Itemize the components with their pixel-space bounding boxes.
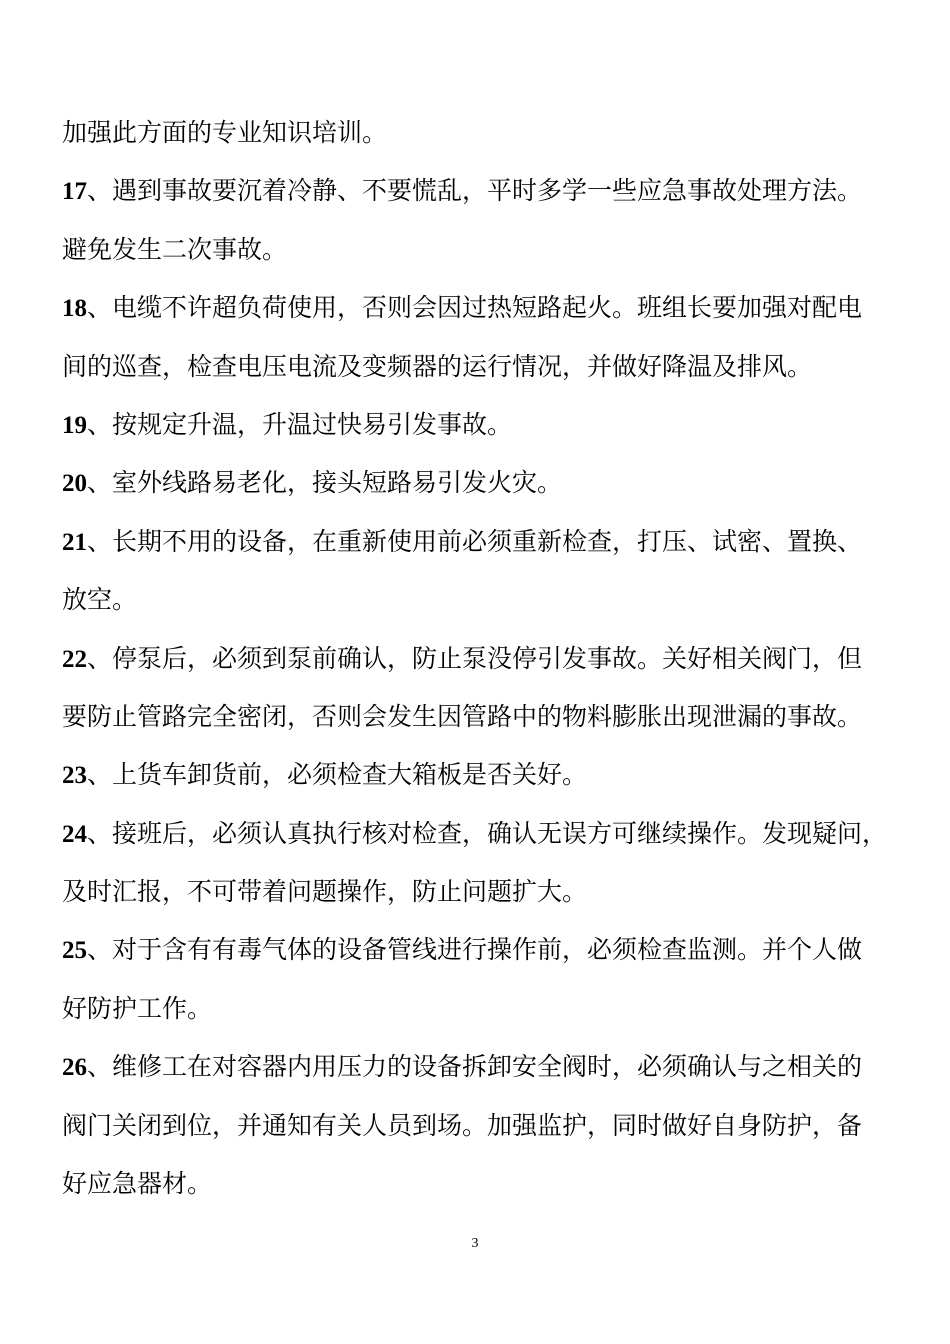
line-text: 间的巡查，检查电压电流及变频器的运行情况，并做好降温及排风。 — [62, 351, 813, 381]
text-line — [62, 688, 888, 746]
item-number: 24 — [62, 820, 87, 848]
page-number: 3 — [471, 1236, 479, 1251]
line-text: 、室外线路易老化，接头短路易引发火灾。 — [87, 468, 563, 498]
text-line — [62, 1155, 888, 1213]
text-line — [62, 921, 888, 979]
line-text: 放空。 — [62, 585, 138, 615]
text-line — [62, 279, 888, 337]
text-line — [62, 454, 888, 512]
line-text: 、按规定升温，升温过快易引发事故。 — [87, 409, 513, 439]
line-text: 要防止管路完全密闭，否则会发生因管路中的物料膨胀出现泄漏的事故。 — [62, 701, 863, 731]
document-body — [62, 104, 888, 1213]
item-number: 20 — [62, 470, 87, 498]
line-text: 、维修工在对容器内用压力的设备拆卸安全阀时，必须确认与之相关的 — [87, 1052, 863, 1082]
item-number: 22 — [62, 645, 87, 673]
text-line — [62, 980, 888, 1038]
line-text: 好应急器材。 — [62, 1169, 213, 1199]
text-line — [62, 571, 888, 629]
item-number: 18 — [62, 295, 87, 323]
text-line — [62, 162, 888, 220]
line-text: 、接班后，必须认真执行核对检查，确认无误方可继续操作。发现疑问， — [87, 818, 888, 848]
item-number: 19 — [62, 411, 87, 439]
line-text: 避免发生二次事故。 — [62, 234, 288, 264]
text-line — [62, 746, 888, 804]
item-number: 25 — [62, 937, 87, 965]
line-text: 、遇到事故要沉着冷静、不要慌乱，平时多学一些应急事故处理方法。 — [87, 176, 863, 206]
line-text: 阀门关闭到位，并通知有关人员到场。加强监护，同时做好自身防护，备 — [62, 1110, 863, 1140]
line-text: 加强此方面的专业知识培训。 — [62, 118, 388, 147]
text-line — [62, 1097, 888, 1155]
line-text: 、停泵后，必须到泵前确认，防止泵没停引发事故。关好相关阀门，但 — [87, 643, 863, 673]
text-line — [62, 863, 888, 921]
text-line — [62, 104, 888, 162]
line-text: 好防护工作。 — [62, 993, 213, 1023]
text-line — [62, 396, 888, 454]
item-number: 17 — [62, 178, 87, 206]
line-text: 、上货车卸货前，必须检查大箱板是否关好。 — [87, 760, 588, 790]
line-text: 、对于含有有毒气体的设备管线进行操作前，必须检查监测。并个人做 — [87, 935, 863, 965]
text-line — [62, 513, 888, 571]
line-text: 及时汇报，不可带着问题操作，防止问题扩大。 — [62, 877, 588, 907]
text-line — [62, 630, 888, 688]
line-text: 、长期不用的设备，在重新使用前必须重新检查，打压、试密、置换、 — [87, 526, 863, 556]
text-line — [62, 338, 888, 396]
line-text: 、电缆不许超负荷使用，否则会因过热短路起火。班组长要加强对配电 — [87, 293, 863, 323]
item-number: 21 — [62, 528, 87, 556]
text-line — [62, 1038, 888, 1096]
text-line — [62, 805, 888, 863]
text-line — [62, 221, 888, 279]
item-number: 26 — [62, 1054, 87, 1082]
item-number: 23 — [62, 762, 87, 790]
